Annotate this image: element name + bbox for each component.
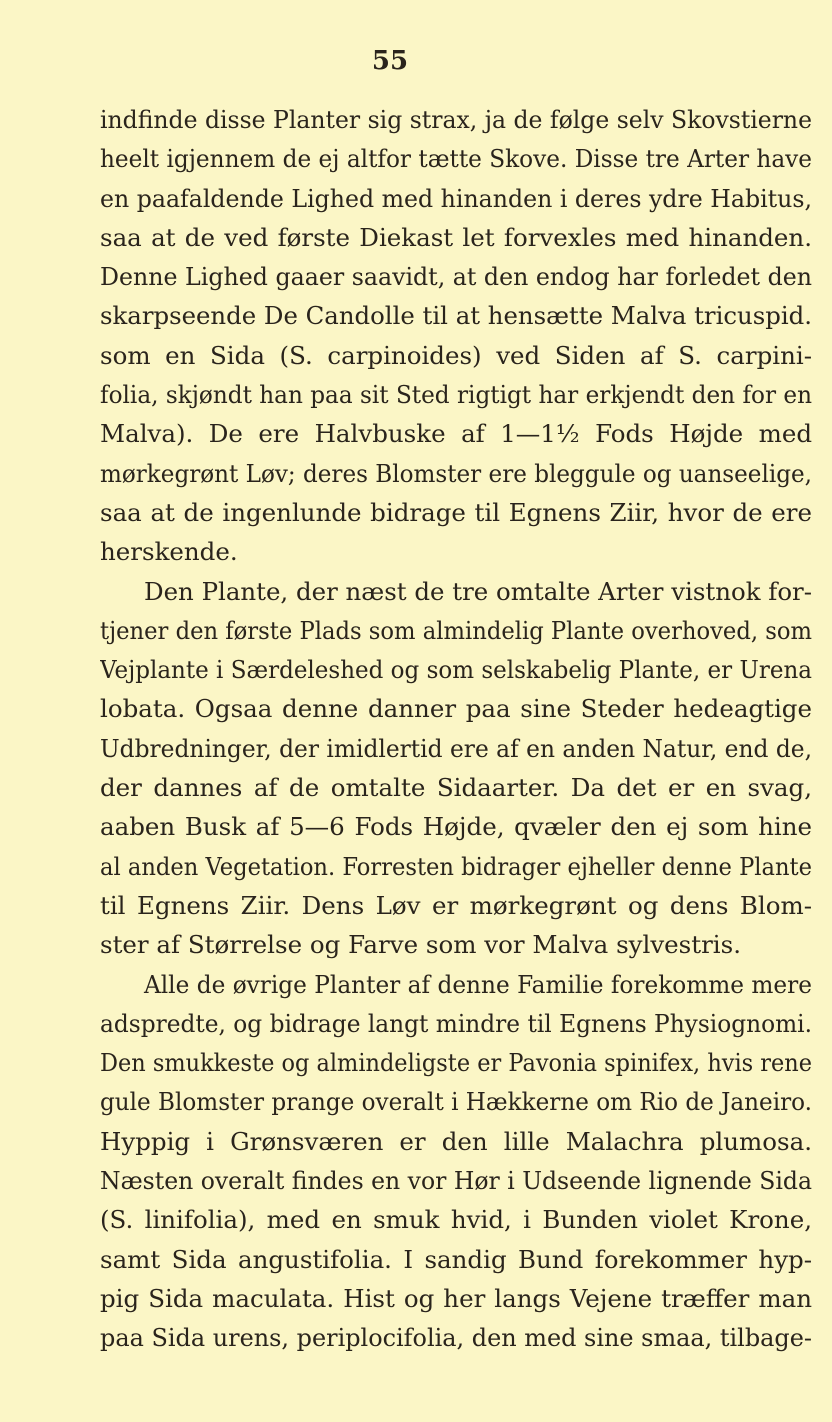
text-line: Hyppig i Grønsværen er den lille Malachra plumosa. <box>100 1126 812 1156</box>
text-line: samt Sida angustifolia. I sandig Bund forekommer hyp- <box>100 1244 812 1274</box>
text-line: som en Sida (S. carpinoides) ved Siden af S. carpini- <box>100 340 812 370</box>
text-line: Den smukkeste og almindeligste er Pavonia spinifex, hvis rene <box>100 1048 812 1078</box>
text-line: tjener den første Plads som almindelig Plante overhoved, som <box>100 615 812 645</box>
text-line: Malva). De ere Halvbuske af 1—1½ Fods Højde med <box>100 419 812 449</box>
text-line: heelt igjennem de ej altfor tætte Skove. Disse tre Arter have <box>100 144 812 174</box>
text-line: gule Blomster prange overalt i Hækkerne om Rio de Janeiro. <box>100 1087 812 1117</box>
text-line: aaben Busk af 5—6 Fods Højde, qvæler den ej som hine <box>100 812 812 842</box>
text-line: mørkegrønt Løv; deres Blomster ere bleggule og uanseelige, <box>100 458 812 488</box>
text-line: til Egnens Ziir. Dens Løv er mørkegrønt og dens Blom- <box>100 890 812 920</box>
text-line: folia, skjøndt han paa sit Sted rigtigt har erkjendt den for en <box>100 380 812 410</box>
text-line: paa Sida urens, periplocifolia, den med sine smaa, tilbage- <box>100 1323 812 1353</box>
text-line: saa at de ved første Diekast let forvexles med hinanden. <box>100 222 812 252</box>
text-line: Næsten overalt findes en vor Hør i Udseende lignende Sida <box>100 1166 812 1196</box>
text-line: Den Plante, der næst de tre omtalte Arter vistnok for- <box>144 576 812 606</box>
text-line: lobata. Ogsaa denne danner paa sine Steder hedeagtige <box>100 694 812 724</box>
page-number: 55 <box>371 46 409 76</box>
text-line: herskende. <box>100 537 238 567</box>
body-text <box>100 100 812 1358</box>
text-line: Alle de øvrige Planter af denne Familie forekomme mere <box>144 969 812 999</box>
text-line: skarpseende De Candolle til at hensætte Malva tricuspid. <box>100 301 812 331</box>
text-line: adspredte, og bidrage langt mindre til Egnens Physiognomi. <box>100 1008 812 1038</box>
text-line: en paafaldende Lighed med hinanden i deres ydre Habitus, <box>100 183 812 213</box>
text-line: al anden Vegetation. Forresten bidrager ejheller denne Plante <box>100 851 812 881</box>
text-line: Udbredninger, der imidlertid ere af en anden Natur, end de, <box>100 733 812 763</box>
text-line: pig Sida maculata. Hist og her langs Vejene træffer man <box>100 1283 812 1313</box>
text-line: (S. linifolia), med en smuk hvid, i Bunden violet Krone, <box>100 1205 812 1235</box>
text-line: ster af Størrelse og Farve som vor Malva sylvestris. <box>100 930 741 960</box>
text-line: indfinde disse Planter sig strax, ja de følge selv Skovstierne <box>100 105 812 134</box>
text-line: saa at de ingenlunde bidrage til Egnens Ziir, hvor de ere <box>100 497 812 527</box>
text-line: Denne Lighed gaaer saavidt, at den endog har forledet den <box>100 262 812 292</box>
text-line: der dannes af de omtalte Sidaarter. Da det er en svag, <box>100 773 812 803</box>
text-line: Vejplante i Særdeleshed og som selskabelig Plante, er Urena <box>100 655 812 685</box>
